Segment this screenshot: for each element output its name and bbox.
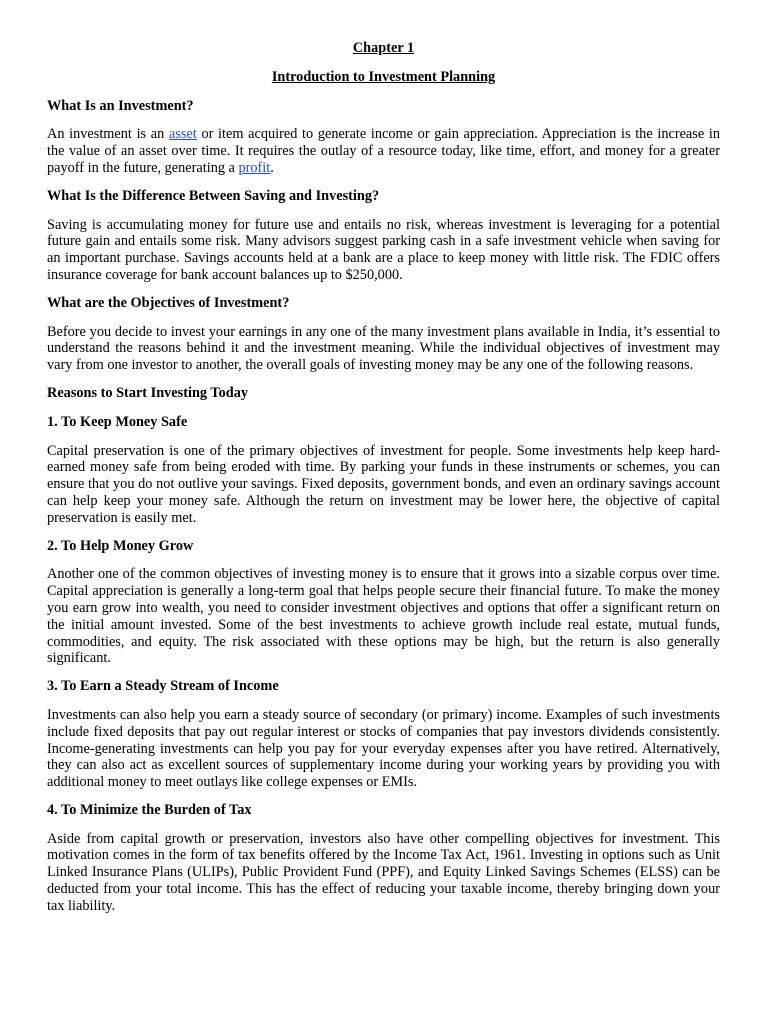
section-heading-keep-money-safe: 1. To Keep Money Safe	[47, 413, 188, 430]
section-heading-what-is-investment: What Is an Investment?	[47, 97, 194, 114]
section-paragraph-keep-money-safe: Capital preservation is one of the primary objectives of investment for people. Some investments help keep hard-earned money safe from being eroded with time. By parking your funds in these instruments or schemes, you can ensure that you do not outlive your savings. Fixed deposits, government bonds, and even an ordinary savings account can help keep your money safe. Although the return on investment may be lower here, the objective of capital preservation is easily met.	[47, 442, 720, 526]
paragraph-text: An investment is an	[47, 126, 169, 143]
asset-link[interactable]: asset	[168, 126, 197, 143]
paragraph-text: .	[270, 159, 274, 176]
section-paragraph-saving-vs-investing: Saving is accumulating money for future use and entails no risk, whereas investment is leveraging for a potential future gain and entails some risk. Many advisors suggest parking cash in a safe investment vehicle when saving for an important purchase. Savings accounts held at a bank are a place to keep money with little risk. The FDIC offers insurance coverage for bank account balances up to $250,000.	[47, 216, 720, 283]
paragraph-text: or item acquired to generate income or gain appreciation. Appreciation is the increase in the value of an asset over time. It requires the outlay of a resource today, like time, effort, and money for a greater payoff in the future, generating a	[47, 126, 720, 176]
section-heading-saving-vs-investing: What Is the Difference Between Saving and Investing?	[47, 187, 380, 204]
section-heading-steady-income: 3. To Earn a Steady Stream of Income	[47, 678, 279, 695]
section-paragraph-minimize-tax: Aside from capital growth or preservation, investors also have other compelling objectives for investment. This motivation comes in the form of tax benefits offered by the Income Tax Act, 1961. Investing in options such as Unit Linked Insurance Plans (ULIPs), Public Provident Fund (PPF), and Equity Linked Savings Schemes (ELSS) can be deducted from your total income. This has the effect of reducing your taxable income, thereby bringing down your tax liability.	[47, 830, 720, 914]
section-heading-reasons: Reasons to Start Investing Today	[47, 384, 248, 401]
document-page	[47, 40, 720, 926]
section-paragraph-steady-income: Investments can also help you earn a steady source of secondary (or primary) income. Examples of such investments include fixed deposits that pay out regular interest or stocks of companies that pay investors dividends consistently. Income-generating investments can help you pay for your everyday expenses after you have retired. Alternatively, they can also act as excellent sources of supplementary income during your working years by providing you with additional money to meet outlays like college expenses or EMIs.	[47, 706, 720, 791]
section-paragraph-objectives: Before you decide to invest your earnings in any one of the many investment plans available in India, it’s essential to understand the reasons behind it and the investment meaning. While the individual objectives of investment may vary from one investor to another, the overall goals of investing money may be any one of the following reasons.	[47, 323, 720, 374]
profit-link[interactable]: profit	[238, 159, 271, 176]
section-paragraph-what-is-investment	[47, 126, 720, 176]
chapter-number: Chapter 1	[352, 40, 415, 56]
section-heading-help-money-grow: 2. To Help Money Grow	[47, 537, 194, 554]
section-heading-minimize-tax: 4. To Minimize the Burden of Tax	[47, 801, 252, 818]
section-heading-objectives: What are the Objectives of Investment?	[47, 294, 290, 311]
section-paragraph-help-money-grow: Another one of the common objectives of investing money is to ensure that it grows into a sizable corpus over time. Capital appreciation is generally a long-term goal that helps people secure their financial future. To make the money you earn grow into wealth, you need to consider investment objectives and options that offer a significant return on the initial amount invested. Some of the best investments to achieve growth include real estate, mutual funds, commodities, and equity. The risk associated with these options may be high, but the return is also generally significant.	[47, 566, 720, 667]
chapter-title: Introduction to Investment Planning	[271, 68, 496, 85]
